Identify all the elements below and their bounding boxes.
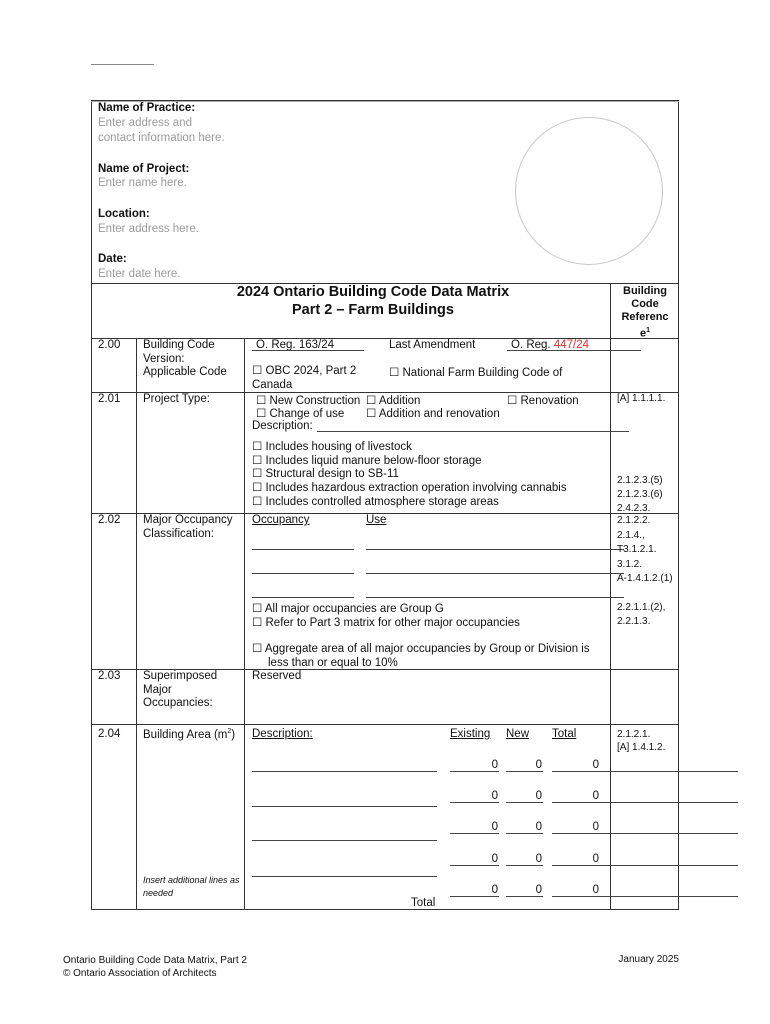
total-value: 0 bbox=[592, 821, 599, 833]
amend-reg: O. Reg. 447/24 bbox=[511, 339, 590, 351]
total-value: 0 bbox=[592, 853, 599, 865]
use-field[interactable] bbox=[366, 597, 624, 598]
seal-circle bbox=[515, 117, 663, 265]
description-label: Description: bbox=[252, 420, 313, 432]
existing-value[interactable]: 0 bbox=[491, 853, 498, 865]
area-total-label: Total bbox=[411, 897, 436, 909]
practice-label: Name of Practice: bbox=[98, 102, 196, 114]
row-label: Superimposed Major Occupancies: bbox=[143, 670, 218, 709]
nfbc-checkbox[interactable]: ☐ National Farm Building Code of bbox=[389, 367, 563, 379]
area-description-field[interactable] bbox=[252, 840, 437, 841]
description-field[interactable] bbox=[317, 431, 629, 432]
use-field[interactable] bbox=[366, 549, 624, 550]
ref-cell: 2.1.2.3.(5) 2.1.2.3.(6) 2.4.2.3. bbox=[617, 475, 663, 514]
occupancy-field[interactable] bbox=[252, 573, 354, 574]
sb11-checkbox[interactable]: ☐ Structural design to SB-11 bbox=[252, 468, 399, 481]
code-version: O. Reg. 163/24 bbox=[256, 339, 334, 351]
location-input[interactable]: Enter address here. bbox=[98, 223, 200, 235]
ref-cell: [A] 1.1.1.1. bbox=[617, 393, 666, 404]
area-description-field[interactable] bbox=[252, 876, 437, 877]
row-label: Building Code Version: Applicable Code bbox=[143, 339, 227, 378]
location-label: Location: bbox=[98, 208, 150, 220]
practice-input-line1[interactable]: Enter address and bbox=[98, 117, 192, 129]
total-value: 0 bbox=[592, 884, 599, 896]
practice-input-line2[interactable]: contact information here. bbox=[98, 132, 225, 144]
row-number: 2.03 bbox=[98, 670, 121, 682]
aggregate-checkbox[interactable]: ☐ Aggregate area of all major occupancies by Group or Division is less than or equal to 10% bbox=[252, 643, 590, 669]
row-number: 2.01 bbox=[98, 393, 121, 405]
ref-cell: 2.2.1.1.(2), 2.2.1.3. bbox=[617, 602, 666, 627]
occupancy-field[interactable] bbox=[252, 549, 354, 550]
new-value[interactable]: 0 bbox=[535, 884, 542, 896]
obc-checkbox[interactable]: ☐ OBC 2024, Part 2 Canada bbox=[252, 365, 357, 391]
row-number: 2.02 bbox=[98, 514, 121, 526]
row-number: 2.04 bbox=[98, 728, 121, 740]
area-description-field[interactable] bbox=[252, 771, 437, 772]
checklist bbox=[252, 441, 567, 510]
area-description-field[interactable] bbox=[252, 806, 437, 807]
row-label: Major Occupancy Classification: bbox=[143, 514, 233, 540]
cannabis-checkbox[interactable]: ☐ Includes hazardous extraction operation involving cannabis bbox=[252, 482, 567, 495]
existing-value[interactable]: 0 bbox=[491, 821, 498, 833]
existing-value[interactable]: 0 bbox=[491, 884, 498, 896]
new-value[interactable]: 0 bbox=[535, 853, 542, 865]
project-label: Name of Project: bbox=[98, 163, 190, 175]
total-header: Total bbox=[552, 728, 577, 740]
new-header: New bbox=[506, 728, 530, 740]
description-header: Description: bbox=[252, 728, 313, 740]
addition-checkbox[interactable]: ☐ Addition bbox=[366, 395, 421, 407]
new-construction-checkbox[interactable]: ☐ New Construction bbox=[256, 395, 361, 407]
occupancy-field[interactable] bbox=[252, 597, 354, 598]
footer-date: January 2025 bbox=[618, 954, 679, 965]
top-rule bbox=[91, 64, 154, 65]
ref-cell: 2.1.2.1. [A] 1.4.1.2. bbox=[617, 729, 666, 753]
renovation-checkbox[interactable]: ☐ Renovation bbox=[507, 395, 579, 407]
date-input[interactable]: Enter date here. bbox=[98, 268, 181, 280]
use-header: Use bbox=[366, 514, 387, 526]
row-label: Building Area $(m^2)$ bbox=[143, 728, 236, 741]
reserved-value: Reserved bbox=[252, 670, 302, 682]
row-label: Project Type: bbox=[143, 393, 210, 405]
matrix-subtitle: Part 2 – Farm Buildings bbox=[292, 302, 454, 318]
change-of-use-checkbox[interactable]: ☐ Change of use bbox=[256, 408, 345, 420]
total-value: 0 bbox=[592, 790, 599, 802]
atmosphere-checkbox[interactable]: ☐ Includes controlled atmosphere storage areas bbox=[252, 495, 499, 508]
new-value[interactable]: 0 bbox=[535, 821, 542, 833]
use-field[interactable] bbox=[366, 573, 624, 574]
group-g-checkbox[interactable]: ☐ All major occupancies are Group G bbox=[252, 603, 444, 615]
ref-cell: 2.1.2.2. 2.1.4., T3.1.2.1. 3.1.2. A-1.4.1.2.(1) bbox=[617, 515, 673, 584]
livestock-checkbox[interactable]: ☐ Includes housing of livestock bbox=[252, 441, 412, 453]
row-number: 2.00 bbox=[98, 339, 121, 351]
addition-renovation-checkbox[interactable]: ☐ Addition and renovation bbox=[366, 408, 500, 420]
existing-value[interactable]: 0 bbox=[491, 790, 498, 802]
manure-checkbox[interactable]: ☐ Includes liquid manure below-floor storage bbox=[252, 454, 482, 467]
existing-value[interactable]: 0 bbox=[491, 759, 498, 771]
ref-header: Building Code Referenc $e^1$ bbox=[621, 285, 669, 340]
project-input[interactable]: Enter name here. bbox=[98, 177, 187, 189]
insert-lines-note: Insert additional lines as needed bbox=[143, 875, 240, 898]
matrix-title: 2024 Ontario Building Code Data Matrix bbox=[236, 284, 510, 300]
existing-header: Existing bbox=[450, 728, 491, 740]
amend-label: Last Amendment bbox=[389, 339, 476, 351]
part3-checkbox[interactable]: ☐ Refer to Part 3 matrix for other major occupancies bbox=[252, 617, 520, 629]
occupancy-header: Occupancy bbox=[252, 514, 310, 526]
new-value[interactable]: 0 bbox=[535, 759, 542, 771]
date-label: Date: bbox=[98, 253, 127, 265]
total-value: 0 bbox=[592, 759, 599, 771]
footer-left: Ontario Building Code Data Matrix, Part 2 © Ontario Association of Architects bbox=[63, 955, 247, 979]
new-value[interactable]: 0 bbox=[535, 790, 542, 802]
